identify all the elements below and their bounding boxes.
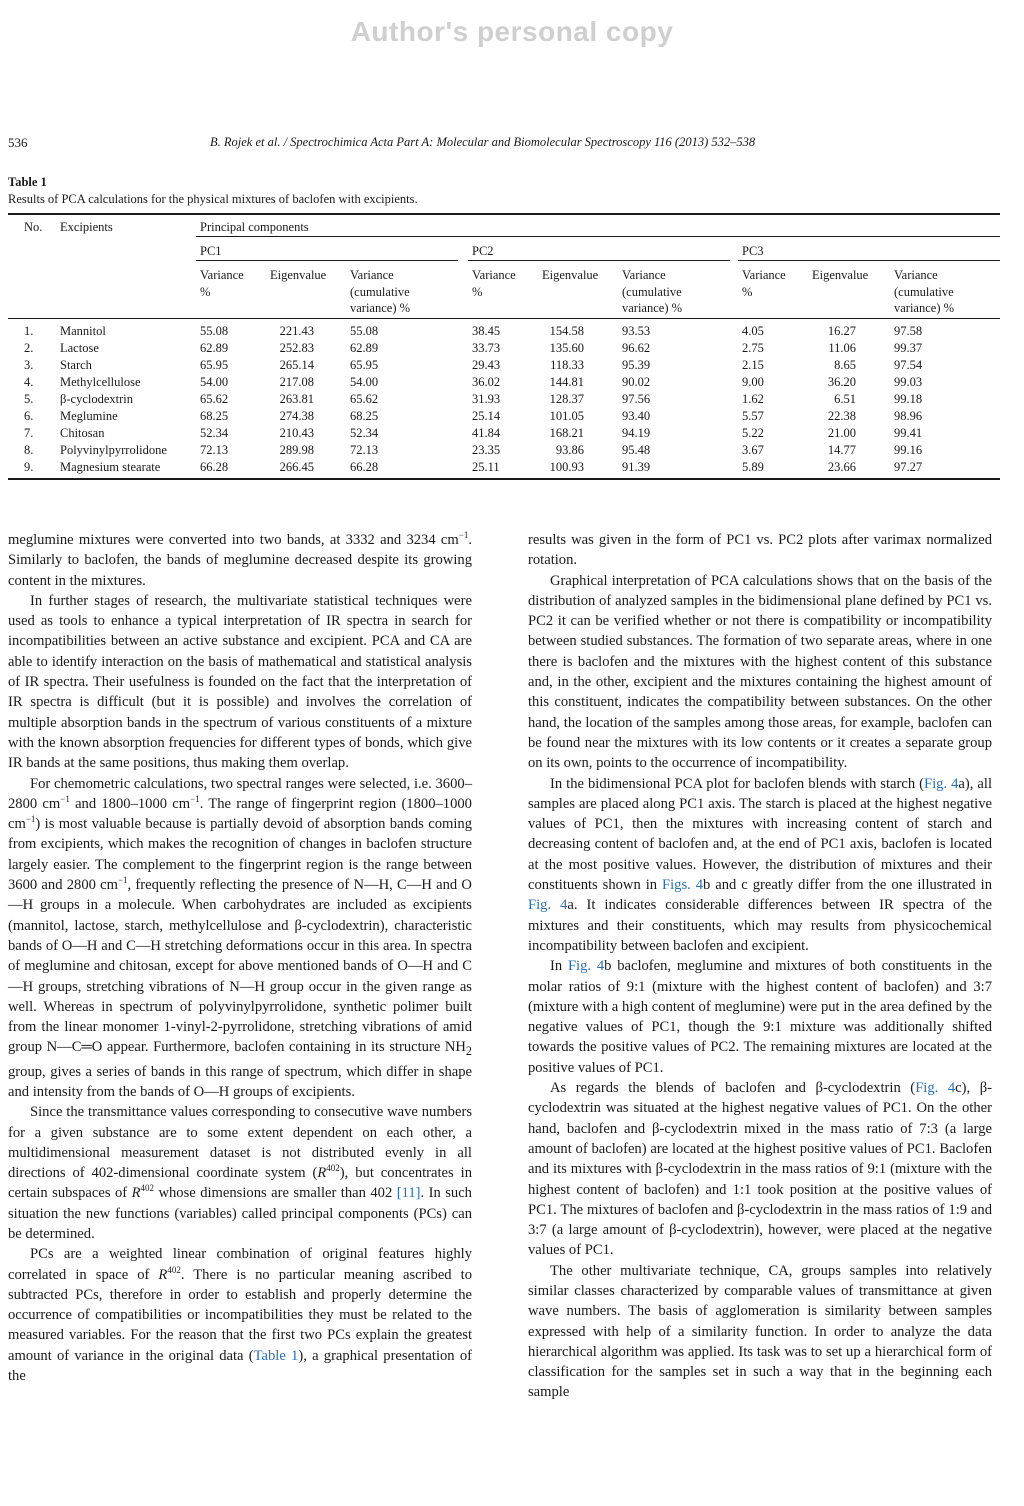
cell-pc2-eigenvalue: 154.58 xyxy=(549,324,584,338)
text-run: b and c greatly differ from the one illustrated in xyxy=(703,877,992,894)
text-run: results was given in the form of PC1 vs. PC2 plots after varimax normalized rotation. xyxy=(528,532,992,569)
paragraph xyxy=(8,530,472,591)
cell-pc3-variance: 1.62 xyxy=(742,392,764,406)
running-head: B. Rojek et al. / Spectrochimica Acta Part A: Molecular and Biomolecular Spectroscopy 116 (2013) 532–538 xyxy=(210,135,756,149)
text-run: Since the transmittance values corresponding to consecutive wave numbers for a given substance are to some extent dependent on each other, a multidimensional measurement dataset is not distributed evenly in all directions of 402-dimensional coordinate system ( xyxy=(8,1104,472,1182)
table-label: Table 1 xyxy=(8,175,47,189)
text-run: −1 xyxy=(117,875,128,886)
paragraph xyxy=(528,1261,992,1403)
cell-no: 5. xyxy=(24,392,34,406)
text-run: group, gives a series of bands in this range of spectrum, which differ in shape and intensity from the bands of O—H groups of excipients. xyxy=(8,1063,472,1100)
header-no: No. xyxy=(24,220,43,234)
cell-pc3-cumulative: 97.54 xyxy=(894,358,923,372)
cell-pc2-cumulative: 90.02 xyxy=(622,375,651,389)
cross-reference-link[interactable]: Table 1 xyxy=(253,1347,299,1364)
header-pc3: PC3 xyxy=(742,244,764,258)
text-run: and 1800–1000 cm xyxy=(69,795,191,812)
left-text-column xyxy=(8,530,472,1386)
cell-pc2-variance: 33.73 xyxy=(472,341,501,355)
cell-pc2-cumulative: 91.39 xyxy=(622,460,651,474)
cell-pc2-cumulative: 95.39 xyxy=(622,358,651,372)
paragraph xyxy=(528,774,992,957)
text-run: . There is no particular meaning ascribed to subtracted PCs, therefore in order to establish and properly determine the occurrence of compatibilities or incompatibilities they must be related to the measured variables. For the reason that the first two PCs explain the greatest amount of variance in the original data ( xyxy=(8,1266,472,1364)
cell-pc1-cumulative: 65.62 xyxy=(350,392,379,406)
cross-reference-link[interactable]: Fig. 4 xyxy=(915,1080,956,1097)
header-cumulative-line3: variance) % xyxy=(622,301,683,315)
page-number: 536 xyxy=(8,135,28,150)
cell-pc2-variance: 25.11 xyxy=(472,460,500,474)
header-pc3-variance xyxy=(742,267,786,300)
cell-pc1-variance: 55.08 xyxy=(200,324,229,338)
header-pc1-cumulative xyxy=(350,267,410,317)
text-run: 402 xyxy=(167,1264,181,1275)
cell-pc3-cumulative: 97.27 xyxy=(894,460,923,474)
cell-no: 3. xyxy=(24,358,34,372)
table-top-rule xyxy=(8,213,1000,215)
cell-pc2-eigenvalue: 101.05 xyxy=(549,409,584,423)
header-principal-components: Principal components xyxy=(200,220,309,234)
header-cumulative-line3: variance) % xyxy=(350,301,411,315)
header-cumulative-line1: Variance xyxy=(622,268,666,282)
cell-pc2-variance: 41.84 xyxy=(472,426,501,440)
cross-reference-link[interactable]: Fig. 4 xyxy=(528,897,568,914)
cell-excipient: Chitosan xyxy=(60,426,105,440)
text-run: . Similarly to baclofen, the bands of meglumine decreased despite its growing content in the mixtures. xyxy=(8,532,472,589)
text-run: PCs are a weighted linear combination of original features highly correlated in space of xyxy=(8,1246,472,1283)
cell-pc2-variance: 29.43 xyxy=(472,358,501,372)
cell-pc3-variance: 5.89 xyxy=(742,460,764,474)
text-run: For chemometric calculations, two spectral ranges were selected, i.e. 3600–2800 cm xyxy=(8,775,472,812)
cell-pc2-cumulative: 97.56 xyxy=(622,392,651,406)
cell-pc3-variance: 4.05 xyxy=(742,324,764,338)
cell-pc1-eigenvalue: 210.43 xyxy=(279,426,314,440)
header-excipients: Excipients xyxy=(60,220,113,234)
cell-excipient: Magnesium stearate xyxy=(60,460,161,474)
cell-pc3-eigenvalue: 6.51 xyxy=(834,392,856,406)
cell-pc1-variance: 65.95 xyxy=(200,358,229,372)
header-variance-label: Variance xyxy=(742,268,786,282)
paragraph xyxy=(8,774,472,1103)
pc2-rule xyxy=(468,260,730,261)
header-variance-label: Variance xyxy=(472,268,516,282)
cell-pc1-eigenvalue: 265.14 xyxy=(279,358,314,372)
cell-no: 8. xyxy=(24,443,34,457)
cell-pc1-variance: 62.89 xyxy=(200,341,229,355)
cell-pc3-cumulative: 99.18 xyxy=(894,392,923,406)
cell-pc1-eigenvalue: 263.81 xyxy=(279,392,314,406)
header-pc1-eigenvalue: Eigenvalue xyxy=(270,268,327,282)
cell-pc3-eigenvalue: 14.77 xyxy=(827,443,856,457)
text-run: whose dimensions are smaller than 402 xyxy=(154,1185,397,1202)
text-run: ), a graphical presentation of the xyxy=(8,1347,472,1385)
text-run: R xyxy=(317,1165,327,1182)
header-cumulative-line1: Variance xyxy=(894,268,938,282)
text-run: In xyxy=(550,958,568,975)
text-run: . In such situation the new functions (variables) called principal components (PCs) can be determined. xyxy=(8,1185,472,1242)
table-row xyxy=(0,341,1024,358)
table-row xyxy=(0,358,1024,375)
text-run: −1 xyxy=(458,530,469,541)
header-percent-label: % xyxy=(200,284,211,299)
cell-pc3-variance: 5.57 xyxy=(742,409,764,423)
cell-excipient: Polyvinylpyrrolidone xyxy=(60,443,167,457)
cell-pc3-variance: 3.67 xyxy=(742,443,764,457)
cell-excipient: Methylcellulose xyxy=(60,375,141,389)
header-cumulative-line2: (cumulative xyxy=(350,284,410,299)
paragraph xyxy=(528,530,992,571)
table-row xyxy=(0,443,1024,460)
text-run: meglumine mixtures were converted into two bands, at 3332 and 3234 cm xyxy=(8,532,459,548)
text-run: ), but concentrates in certain subspaces of xyxy=(8,1165,472,1202)
table-caption: Results of PCA calculations for the physical mixtures of baclofen with excipients. xyxy=(8,192,418,206)
cell-no: 6. xyxy=(24,409,34,423)
text-run: −1 xyxy=(60,794,70,804)
paragraph xyxy=(8,1244,472,1386)
text-run: . The range of fingerprint region (1800–1000 cm xyxy=(8,795,472,833)
paragraph xyxy=(528,1078,992,1261)
cell-pc2-eigenvalue: 168.21 xyxy=(549,426,584,440)
text-run: −1 xyxy=(190,794,200,804)
header-pc2-eigenvalue: Eigenvalue xyxy=(542,268,599,282)
pc1-rule xyxy=(196,260,458,261)
cell-pc1-eigenvalue: 217.08 xyxy=(279,375,314,389)
text-run: In the bidimensional PCA plot for baclofen blends with starch ( xyxy=(550,775,924,792)
text-run: c), β-cyclodextrin was situated at the highest negative values of PC1. On the other hand, baclofen and β-cyclodextrin mixed in the mass ratio of 7:3 (a large amount of baclofen) are located at the highest positive values of PC1. Baclofen and its mixtures with β-cyclodextrin in the mass ratios of 9:1 (mixture with the highest content of baclofen) and 1:1 took position at the positive values of PC1. The mixtures of baclofen and β-cyclodextrin in the mass ratios of 1:9 and 3:7 (a large amount of β-cyclodextrin), however, were placed at the negative values of PC1. xyxy=(528,1080,993,1259)
paragraph xyxy=(8,1102,472,1244)
cross-reference-link[interactable]: Fig. 4 xyxy=(924,775,959,792)
cell-pc3-cumulative: 99.03 xyxy=(894,375,923,389)
cell-pc2-eigenvalue: 135.60 xyxy=(549,341,584,355)
text-run: 402 xyxy=(326,1163,340,1174)
cell-pc1-cumulative: 65.95 xyxy=(350,358,379,372)
cell-no: 1. xyxy=(24,324,34,338)
text-run: , frequently reflecting the presence of N—H, C—H and O—H groups in a molecule. When carbohydrates are included as excipients (mannitol, lactose, starch, methylcellulose and β-cyclodextrin), characteristic bands of O—H and C—H stretching deformations occur in this area. In spectra of meglumine and chitosan, except for above mentioned bands of O—H and C—H groups, stretching vibrations of N—H group occur in the given range as well. Whereas in spectrum of polyvinylpyrrolidone, synthetic polimer built from the linear monomer 1-vinyl-2-pyrrolidone, stretching vibrations of amid group N—C═O appear. Furthermore, baclofen containing in its structure NH xyxy=(8,877,472,1056)
cell-pc1-eigenvalue: 289.98 xyxy=(279,443,314,457)
text-run: b baclofen, meglumine and mixtures of both constituents in the molar ratios of 9:1 (mixture with the highest content of baclofen) and 3:7 (mixture with a high content of meglumine) were put in the area defined by the negative values of PC1, though the 9:1 mixture was additionally shifted towards the positive values of PC2. The remaining mixtures are located at the positive values of PC1. xyxy=(528,958,993,1076)
cell-pc1-variance: 68.25 xyxy=(200,409,229,423)
cell-pc2-cumulative: 93.53 xyxy=(622,324,651,338)
cell-pc1-eigenvalue: 252.83 xyxy=(279,341,314,355)
table-row xyxy=(0,409,1024,426)
cell-pc2-eigenvalue: 128.37 xyxy=(549,392,584,406)
cell-pc3-eigenvalue: 11.06 xyxy=(828,341,856,355)
header-pc2-cumulative xyxy=(622,267,682,317)
cell-pc2-eigenvalue: 100.93 xyxy=(549,460,584,474)
cell-pc3-eigenvalue: 8.65 xyxy=(834,358,856,372)
header-pc1-variance xyxy=(200,267,244,300)
text-run: In further stages of research, the multivariate statistical techniques were used as tools to enhance a typical interpretation of IR spectra in search for incompatibilities between an active substance and excipient. PCA and CA are able to identify interaction on the basis of mathematical and statistical analysis of IR spectra. Their usefulness is founded on the fact that the interpretation of IR spectra is difficult (but it is possible) and involves the correlation of multiple absorption bands in the spectrum of various constituents of a mixture with the known absorption frequencies for different types of bonds, which give IR bands at the same positions, thus making them overlap. xyxy=(8,592,472,772)
pc3-rule xyxy=(738,260,1000,261)
cell-excipient: β-cyclodextrin xyxy=(60,392,133,406)
header-cumulative-line3: variance) % xyxy=(894,301,955,315)
text-run: 2 xyxy=(465,1044,472,1059)
header-cumulative-line2: (cumulative xyxy=(622,284,682,299)
header-pc3-cumulative xyxy=(894,267,954,317)
cell-excipient: Mannitol xyxy=(60,324,106,338)
header-cumulative-line1: Variance xyxy=(350,268,394,282)
right-text-column xyxy=(528,530,992,1403)
text-run: R xyxy=(158,1266,168,1283)
header-pc2: PC2 xyxy=(472,244,494,258)
cell-pc3-cumulative: 97.58 xyxy=(894,324,923,338)
table-row xyxy=(0,375,1024,392)
cell-pc2-variance: 38.45 xyxy=(472,324,501,338)
cell-pc2-cumulative: 95.48 xyxy=(622,443,651,457)
cell-pc3-variance: 9.00 xyxy=(742,375,764,389)
cell-pc1-variance: 52.34 xyxy=(200,426,229,440)
paragraph xyxy=(8,591,472,774)
cell-pc1-cumulative: 52.34 xyxy=(350,426,379,440)
table-row xyxy=(0,426,1024,443)
cell-excipient: Meglumine xyxy=(60,409,118,423)
cell-pc1-eigenvalue: 266.45 xyxy=(279,460,314,474)
cell-excipient: Starch xyxy=(60,358,92,372)
cell-no: 2. xyxy=(24,341,34,355)
text-run: Graphical interpretation of PCA calculations shows that on the basis of the distribution of analyzed samples in the bidimensional plane defined by PC1 vs. PC2 it can be verified whether or not there is compatibility or incompatibility between studied substances. The formation of two separate areas, where in one there is baclofen and the mixtures with the highest content of this substance and, in the other, excipient and the mixtures containing the highest amount of this constituent, indicates the compatibility between substances. On the other hand, the location of the samples among those areas, for example, baclofen can be found near the mixtures with its low contents or it creates a separate group on its own, points to the occurrence of incompatibility. xyxy=(528,572,992,772)
cell-pc3-eigenvalue: 16.27 xyxy=(827,324,856,338)
cross-reference-link[interactable]: [11] xyxy=(396,1185,421,1202)
paragraph xyxy=(528,956,992,1078)
header-pc2-variance xyxy=(472,267,516,300)
cell-pc1-variance: 66.28 xyxy=(200,460,229,474)
principal-components-rule xyxy=(196,236,1000,237)
cell-pc1-eigenvalue: 274.38 xyxy=(279,409,314,423)
cell-pc2-variance: 25.14 xyxy=(472,409,501,423)
table-bottom-rule xyxy=(8,478,1000,480)
cell-no: 4. xyxy=(24,375,34,389)
cell-pc3-cumulative: 99.37 xyxy=(894,341,923,355)
paragraph xyxy=(528,571,992,774)
cell-pc1-variance: 65.62 xyxy=(200,392,229,406)
header-pc1: PC1 xyxy=(200,244,222,258)
cell-pc3-variance: 2.15 xyxy=(742,358,764,372)
cell-pc3-eigenvalue: 22.38 xyxy=(827,409,856,423)
cell-pc1-cumulative: 62.89 xyxy=(350,341,379,355)
cell-pc2-eigenvalue: 93.86 xyxy=(555,443,584,457)
cell-pc3-cumulative: 99.41 xyxy=(894,426,923,440)
cell-pc2-variance: 31.93 xyxy=(472,392,501,406)
text-run: a), all samples are placed along PC1 axis. The starch is placed at the highest negative values of PC1, then the mixtures with increasing content of starch and decreasing content of baclofen and, at the end of PC1 axis, baclofen is located at the most positive values. However, the distribution of mixtures and their constituents shown in xyxy=(528,775,992,894)
text-run: −1 xyxy=(25,814,36,825)
cell-pc3-eigenvalue: 36.20 xyxy=(827,375,856,389)
cell-excipient: Lactose xyxy=(60,341,99,355)
cell-pc2-cumulative: 93.40 xyxy=(622,409,651,423)
watermark: Author's personal copy xyxy=(350,16,674,47)
text-run: R xyxy=(131,1185,141,1202)
cell-pc1-variance: 72.13 xyxy=(200,443,229,457)
table-row xyxy=(0,392,1024,409)
cell-no: 7. xyxy=(24,426,34,440)
cell-pc3-eigenvalue: 21.00 xyxy=(827,426,856,440)
table-row xyxy=(0,324,1024,341)
cell-pc3-variance: 5.22 xyxy=(742,426,764,440)
cell-pc1-cumulative: 55.08 xyxy=(350,324,379,338)
cell-pc2-variance: 23.35 xyxy=(472,443,501,457)
text-run: As regards the blends of baclofen and β-cyclodextrin ( xyxy=(550,1080,916,1097)
cell-pc2-eigenvalue: 118.33 xyxy=(550,358,584,372)
header-variance-label: Variance xyxy=(200,268,244,282)
header-percent-label: % xyxy=(742,284,753,299)
header-pc3-eigenvalue: Eigenvalue xyxy=(812,268,869,282)
cell-pc2-cumulative: 96.62 xyxy=(622,341,651,355)
text-run: ) is most valuable because is partially devoid of absorption bands coming from excipients, which makes the recognition of changes in baclofen structure largely easier. The complement to the fingerprint region is the range between 3600 and 2800 cm xyxy=(8,816,472,894)
table-row xyxy=(0,460,1024,477)
cell-pc3-cumulative: 99.16 xyxy=(894,443,923,457)
cell-pc2-cumulative: 94.19 xyxy=(622,426,651,440)
cell-pc1-cumulative: 66.28 xyxy=(350,460,379,474)
cell-pc3-cumulative: 98.96 xyxy=(894,409,923,423)
cross-reference-link[interactable]: Figs. 4 xyxy=(662,877,704,894)
text-run: a. It indicates considerable differences between IR spectra of the mixtures and their constituents, which may results from physicochemical incompatibility between baclofen and excipient. xyxy=(528,897,992,954)
text-run: The other multivariate technique, CA, groups samples into relatively similar classes characterized by comparable values of transmittance at given wave numbers. The basis of agglomeration is similarity between samples expressed with help of a similarity function. In order to analyze the data hierarchical algorithm was applied. Its task was to set up a hierarchical form of classification for the samples set in such a way that in the beginning each sample xyxy=(528,1262,992,1401)
cell-pc1-eigenvalue: 221.43 xyxy=(279,324,314,338)
cell-pc1-cumulative: 54.00 xyxy=(350,375,379,389)
cell-pc1-cumulative: 68.25 xyxy=(350,409,379,423)
text-run: 402 xyxy=(140,1183,154,1194)
cell-pc2-eigenvalue: 144.81 xyxy=(549,375,584,389)
cell-pc1-variance: 54.00 xyxy=(200,375,229,389)
cell-pc3-variance: 2.75 xyxy=(742,341,764,355)
cell-pc1-cumulative: 72.13 xyxy=(350,443,379,457)
cell-pc3-eigenvalue: 23.66 xyxy=(827,460,856,474)
header-percent-label: % xyxy=(472,284,483,299)
header-cumulative-line2: (cumulative xyxy=(894,284,954,299)
cross-reference-link[interactable]: Fig. 4 xyxy=(567,958,605,975)
table-header-rule xyxy=(8,318,1000,319)
cell-no: 9. xyxy=(24,460,34,474)
cell-pc2-variance: 36.02 xyxy=(472,375,501,389)
